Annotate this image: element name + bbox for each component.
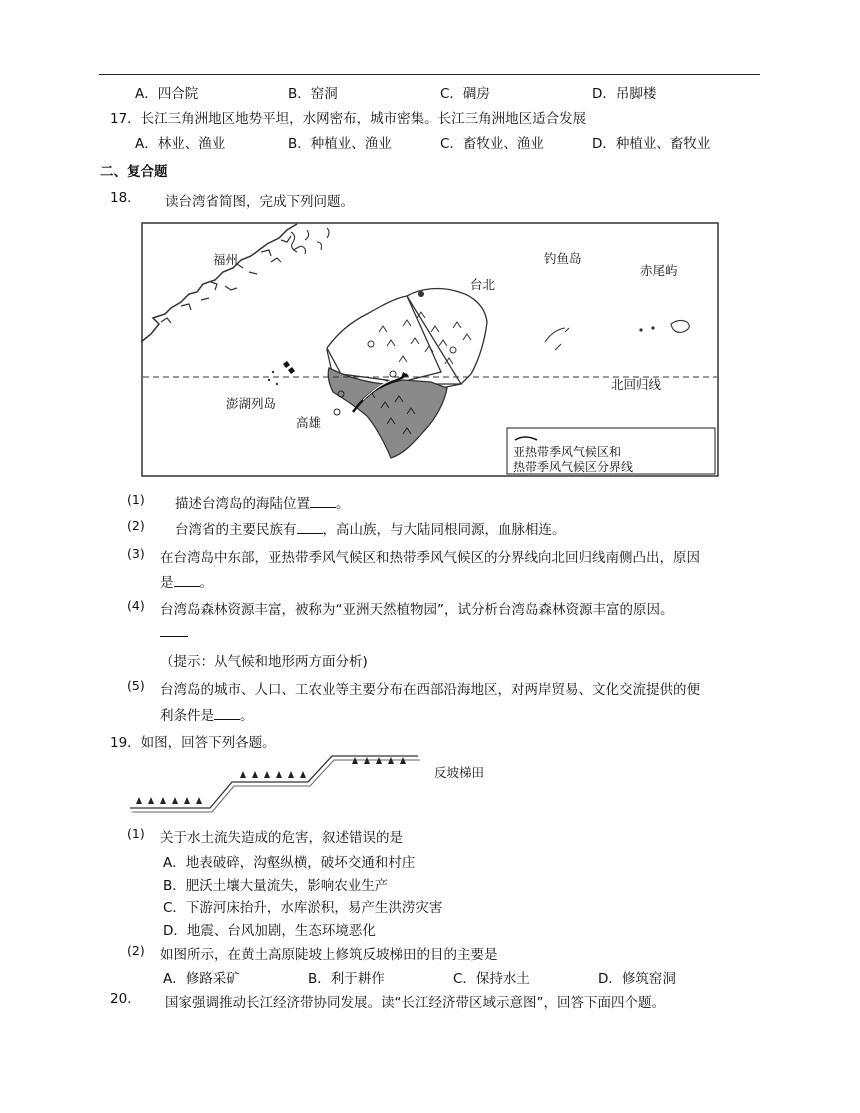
tree-icons	[136, 757, 406, 804]
label-tropic: 北回归线	[611, 377, 662, 392]
q19-sub2-num: (2)	[127, 943, 145, 958]
q18-sub5-line2	[160, 704, 254, 724]
q17-option-c: C．畜牧业、渔业	[440, 136, 544, 152]
q18-sub5-end: 。	[240, 708, 254, 724]
q18-sub3-line1: 在台湾岛中东部，亚热带季风气候区和热带季风气候区的分界线向北回归线南侧凸出，原因	[160, 550, 700, 566]
q19-stem: 19．如图，回答下列各题。	[110, 735, 276, 751]
q17-option-d: D．种植业、畜牧业	[592, 136, 711, 152]
q18-number: 18.	[110, 190, 132, 206]
q18-sub4-hint: （提示：从气候和地形两方面分析)	[160, 654, 368, 670]
option-b: B．窑洞	[288, 86, 338, 102]
label-penghu: 澎湖列岛	[226, 396, 277, 411]
q18-sub3-text: 是	[160, 575, 174, 591]
answer-blank[interactable]	[214, 707, 240, 720]
q19-sub2-option-d: D．修筑窑洞	[598, 971, 676, 987]
q17-option-b: B．种植业、渔业	[288, 136, 392, 152]
legend-text-2: 热带季风气候区分界线	[513, 460, 634, 474]
q18-sub1	[175, 492, 350, 512]
q18-sub1-end: 。	[336, 496, 350, 512]
option-d: D．吊脚楼	[592, 86, 657, 102]
q18-sub4-num: (4)	[127, 598, 145, 613]
q18-sub3-num: (3)	[127, 546, 145, 561]
answer-blank[interactable]	[174, 574, 200, 587]
q18-sub2-num: (2)	[127, 518, 145, 533]
q18-sub5-text: 利条件是	[160, 708, 214, 724]
q18-sub1-num: (1)	[127, 492, 145, 507]
q18-sub2-text: 台湾省的主要民族有	[175, 522, 297, 538]
q19-sub1-option-d: D．地震、台风加剧，生态环境恶化	[163, 923, 376, 939]
terrace-profile	[130, 756, 418, 808]
q18-sub3-end: 。	[199, 575, 213, 591]
q19-sub2-option-c: C．保持水土	[453, 971, 530, 987]
option-c: C．碉房	[440, 86, 490, 102]
header-rule	[99, 74, 760, 75]
q18-sub4-blank[interactable]	[160, 624, 188, 641]
q17-option-a: A．林业、渔业	[135, 136, 226, 152]
q18-sub1-text: 描述台湾岛的海陆位置	[175, 496, 310, 512]
q18-sub5-num: (5)	[127, 678, 145, 693]
taiwan-map	[141, 222, 721, 478]
label-taibei: 台北	[470, 277, 496, 292]
q17-stem: 17．长江三角洲地区地势平坦，水网密布，城市密集。长江三角洲地区适合发展	[110, 111, 587, 127]
q19-sub1-stem: 关于水土流失造成的危害，叙述错误的是	[160, 830, 403, 846]
q19-sub1-option-a: A．地表破碎，沟壑纵横，破坏交通和村庄	[163, 855, 416, 871]
label-diaoyu: 钓鱼岛	[544, 251, 582, 266]
answer-blank[interactable]	[310, 495, 336, 508]
label-chiwei: 赤尾屿	[640, 263, 678, 278]
answer-blank[interactable]	[297, 521, 323, 534]
q18-sub4-line1: 台湾岛森林资源丰富，被称为“亚洲天然植物园”，试分析台湾岛森林资源丰富的原因。	[160, 602, 674, 618]
q19-sub1-option-c: C．下游河床抬升，水库淤积，易产生洪涝灾害	[163, 900, 443, 916]
q18-sub3-line2	[160, 571, 213, 591]
chiwei-island	[671, 320, 689, 332]
q19-sub1-option-b: B．肥沃土壤大量流失，影响农业生产	[163, 878, 389, 894]
q18-stem: 读台湾省简图，完成下列问题。	[165, 194, 354, 210]
label-gaoxiong: 高雄	[296, 415, 322, 430]
q20-number: 20.	[110, 991, 132, 1007]
label-fuzhou: 福州	[213, 252, 239, 267]
option-a: A．四合院	[135, 86, 199, 102]
q19-sub1-num: (1)	[127, 826, 145, 841]
q20-stem: 国家强调推动长江经济带协同发展。读“长江经济带区域示意图”，回答下面四个题。	[165, 995, 665, 1011]
q19-sub2-option-b: B．利于耕作	[308, 971, 385, 987]
q19-sub2-stem: 如图所示，在黄土高原陡坡上修筑反坡梯田的目的主要是	[160, 947, 498, 963]
terrace-figure	[128, 752, 508, 814]
legend-text-1: 亚热带季风气候区和	[513, 445, 622, 459]
q19-sub2-option-a: A．修路采矿	[163, 971, 240, 987]
figure-label: 反坡梯田	[434, 765, 485, 780]
section-title: 二、复合题	[100, 164, 168, 180]
q18-sub2-text-b: ，高山族，与大陆同根同源，血脉相连。	[322, 522, 566, 538]
q18-sub5-line1: 台湾岛的城市、人口、工农业等主要分布在西部沿海地区，对两岸贸易、文化交流提供的便	[160, 682, 700, 698]
q18-sub2	[175, 518, 566, 538]
